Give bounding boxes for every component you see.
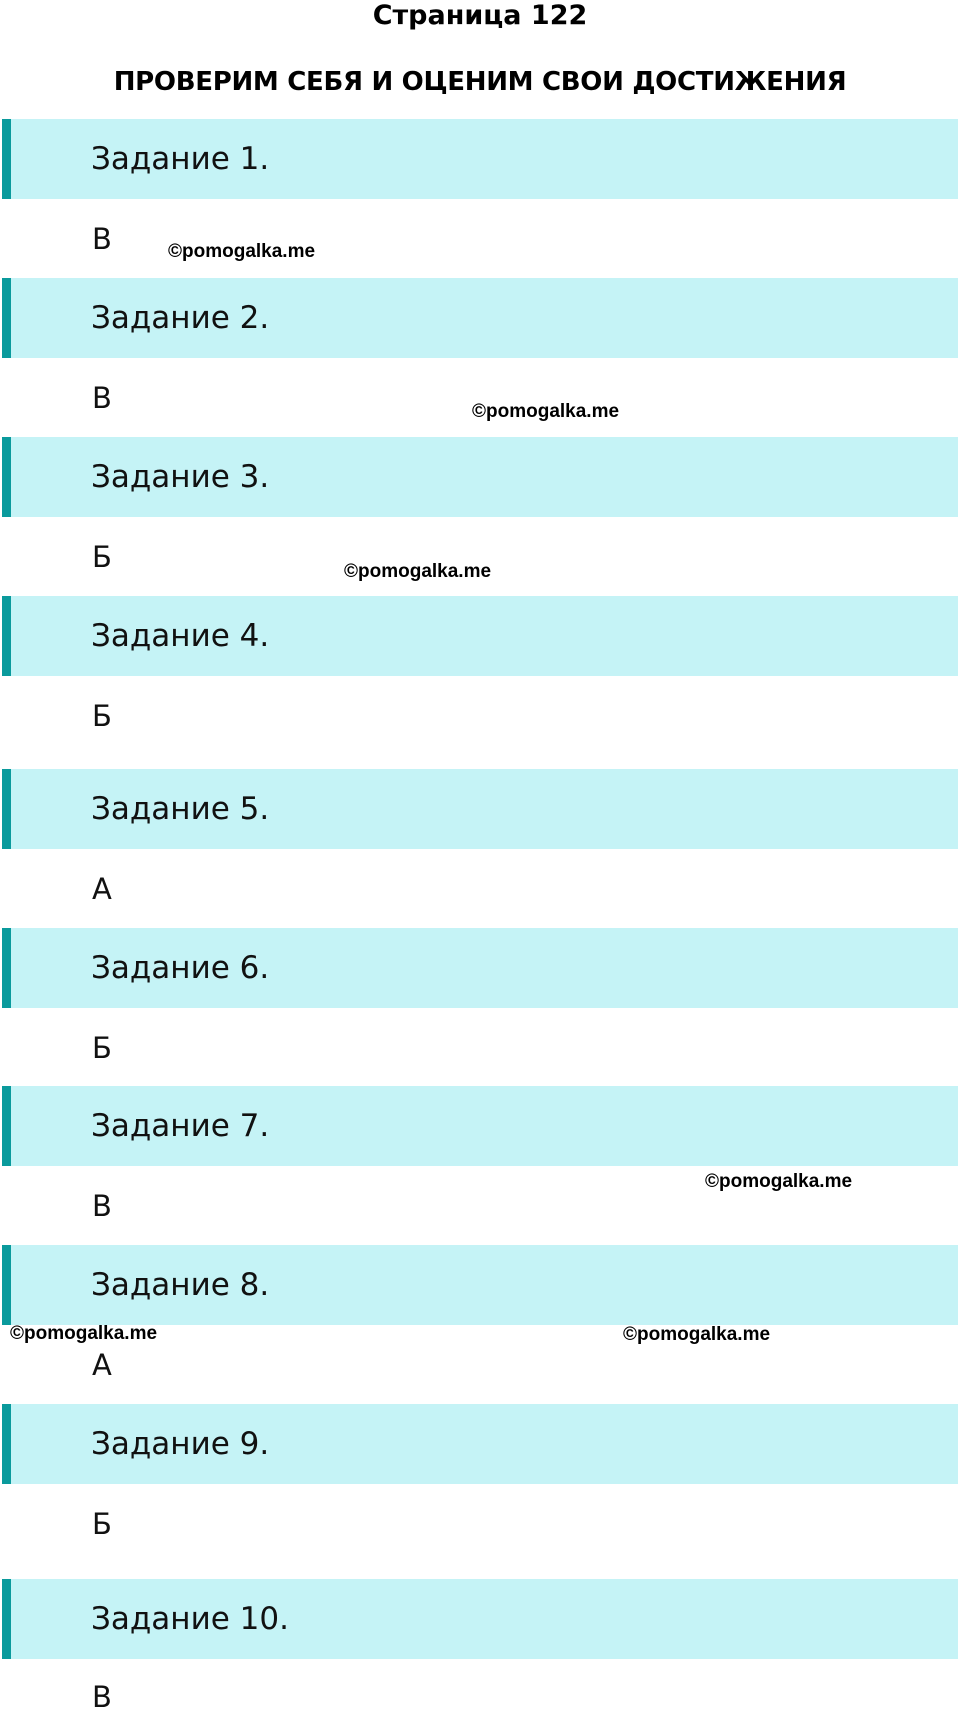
task-accent-bar — [2, 596, 11, 676]
task-accent-bar — [2, 769, 11, 849]
task-header-6 — [2, 928, 958, 1008]
task-label: Задание 8. — [91, 1267, 270, 1303]
task-label: Задание 7. — [91, 1108, 270, 1144]
task-answer-10: В — [92, 1680, 112, 1714]
task-answer-5: А — [92, 872, 112, 906]
task-header-1 — [2, 119, 958, 199]
page-title: ПРОВЕРИМ СЕБЯ И ОЦЕНИМ СВОИ ДОСТИЖЕНИЯ — [113, 67, 847, 97]
task-answer-4: Б — [92, 699, 112, 733]
task-accent-bar — [2, 1086, 11, 1166]
task-header-9 — [2, 1404, 958, 1484]
watermark: ©pomogalka.me — [344, 561, 492, 582]
task-header-3 — [2, 437, 958, 517]
task-header-5 — [2, 769, 958, 849]
task-accent-bar — [2, 1245, 11, 1325]
watermark: ©pomogalka.me — [168, 241, 316, 262]
task-accent-bar — [2, 1579, 11, 1659]
task-answer-8: А — [92, 1348, 112, 1382]
task-answer-6: Б — [92, 1031, 112, 1065]
task-accent-bar — [2, 1404, 11, 1484]
task-accent-bar — [2, 437, 11, 517]
task-answer-2: В — [92, 381, 112, 415]
page-number: Страница 122 — [372, 0, 588, 31]
task-label: Задание 2. — [91, 300, 270, 336]
task-answer-1: В — [92, 222, 112, 256]
task-label: Задание 1. — [91, 141, 270, 177]
task-label: Задание 5. — [91, 791, 270, 827]
watermark: ©pomogalka.me — [472, 401, 620, 422]
task-header-10 — [2, 1579, 958, 1659]
task-header-4 — [2, 596, 958, 676]
task-answer-9: Б — [92, 1507, 112, 1541]
watermark: ©pomogalka.me — [623, 1324, 771, 1345]
task-accent-bar — [2, 928, 11, 1008]
watermark: ©pomogalka.me — [705, 1171, 853, 1192]
task-answer-3: Б — [92, 540, 112, 574]
task-accent-bar — [2, 119, 11, 199]
task-label: Задание 3. — [91, 459, 270, 495]
task-label: Задание 10. — [91, 1601, 289, 1637]
task-header-7 — [2, 1086, 958, 1166]
task-label: Задание 4. — [91, 618, 270, 654]
task-answer-7: В — [92, 1189, 112, 1223]
task-label: Задание 9. — [91, 1426, 270, 1462]
task-accent-bar — [2, 278, 11, 358]
task-header-8 — [2, 1245, 958, 1325]
task-label: Задание 6. — [91, 950, 270, 986]
task-header-2 — [2, 278, 958, 358]
watermark: ©pomogalka.me — [10, 1323, 158, 1344]
